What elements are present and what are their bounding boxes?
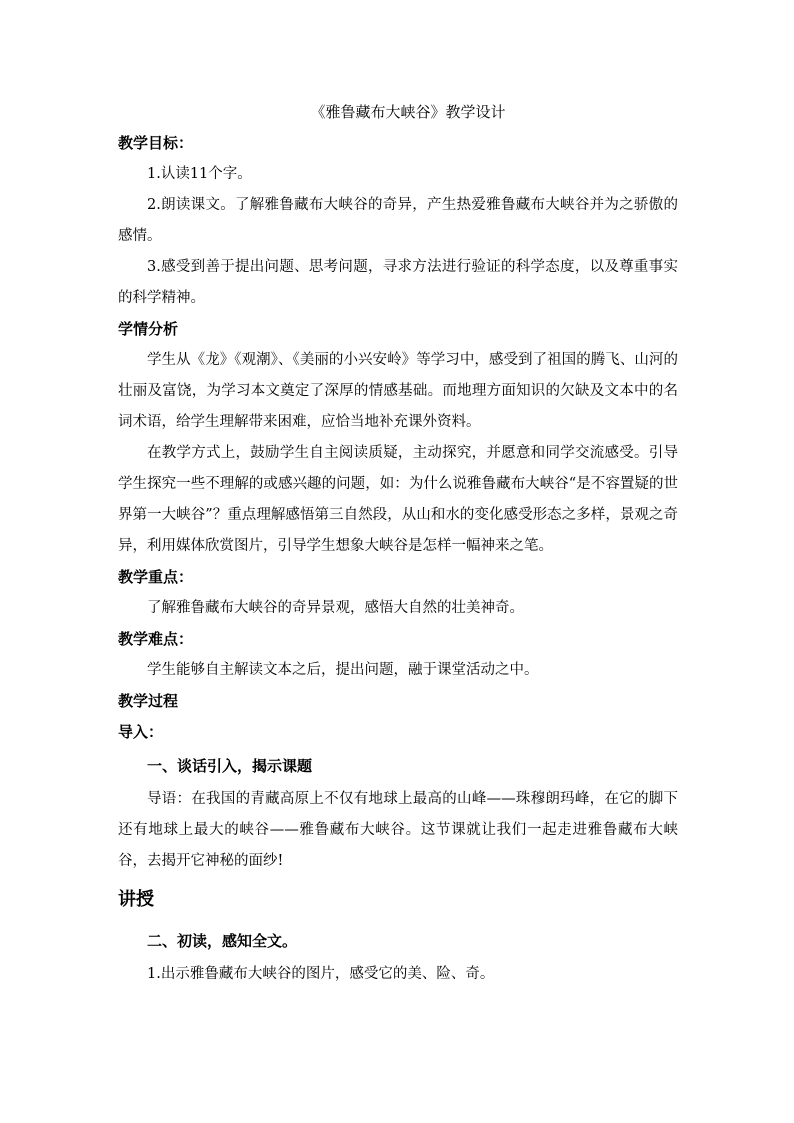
objective-item-2: 2.朗读课文。了解雅鲁藏布大峡谷的奇异，产生热爱雅鲁藏布大峡谷并为之骄傲的感情。 [118,197,678,244]
document-page [118,96,678,990]
analysis-paragraph-2: 在教学方式上，鼓励学生自主阅读质疑，主动探究，并愿意和同学交流感受。引导学生探究一些不理解的或感兴趣的问题，如：为什么说雅鲁藏布大峡谷“是不容置疑的世界第一大峡谷”？重点理解感悟第三自然段，从山和水的变化感受形态之多样，景观之奇异，利用媒体欣赏图片，引导学生想象大峡谷是怎样一幅神来之笔。 [118,445,678,554]
step2-item-1: 1.出示雅鲁藏布大峡谷的图片，感受它的美、险、奇。 [147,966,495,982]
step1-text: 导语：在我国的青藏高原上不仅有地球上最高的山峰——珠穆朗玛峰，在它的脚下还有地球上最大的峡谷——雅鲁藏布大峡谷。这节课就让我们一起走进雅鲁藏布大峡谷，去揭开它神秘的面纱! [118,791,678,869]
difficulties-text: 学生能够自主解读文本之后，提出问题，融于课堂活动之中。 [147,662,539,678]
step1-heading: 一、谈话引入，揭示课题 [147,757,313,775]
analysis-heading: 学情分析 [118,320,179,338]
analysis-paragraph-1: 学生从《龙》《观潮》、《美丽的小兴安岭》等学习中，感受到了祖国的腾飞、山河的壮丽及富饶，为学习本文奠定了深厚的情感基础。而地理方面知识的欠缺及文本中的名词术语，给学生理解带来困难，应恰当地补充课外资料。 [118,352,678,430]
process-heading: 教学过程 [118,692,179,710]
key-points-heading: 教学重点： [118,568,194,586]
key-points-text: 了解雅鲁藏布大峡谷的奇异景观，感悟大自然的壮美神奇。 [147,600,524,616]
intro-heading: 导入： [118,723,164,741]
objective-item-1: 1.认读11个字。 [147,166,252,182]
difficulties-heading: 教学难点： [118,630,194,648]
document-title: 《雅鲁藏布大峡谷》教学设计 [310,103,506,121]
objective-item-3: 3.感受到善于提出问题、思考问题，寻求方法进行验证的科学态度，以及尊重事实的科学精神。 [118,259,678,306]
teach-heading: 讲授 [118,889,154,910]
objectives-heading: 教学目标： [118,134,194,152]
step2-heading: 二、初读，感知全文。 [147,932,298,950]
